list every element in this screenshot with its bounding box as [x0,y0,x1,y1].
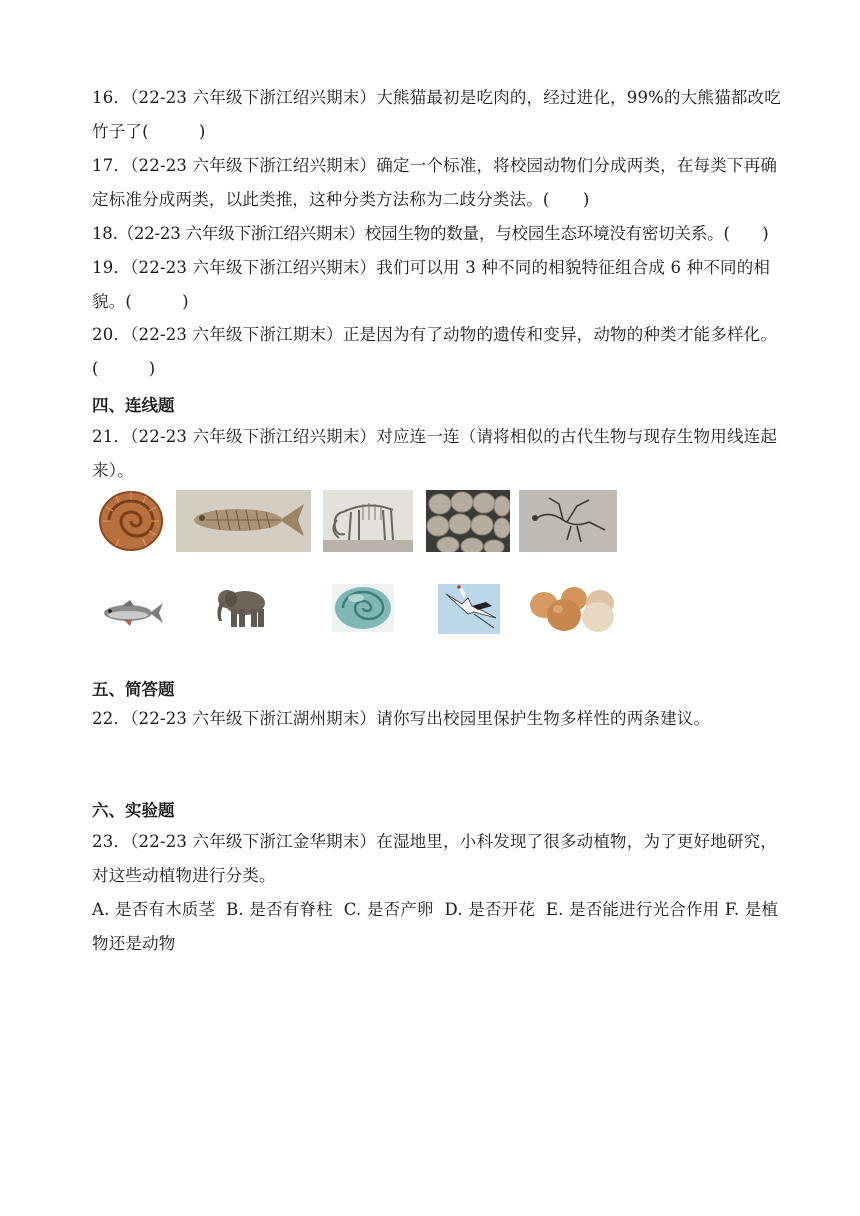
question-18 [92,217,792,251]
ammonite-fossil-image[interactable] [98,490,164,552]
fish-image[interactable] [100,598,164,628]
question-23-text: 23．（22-23 六年级下浙江金华期末）在湿地里，小科发现了很多动植物，为了更好地研究，对这些动植物进行分类。 [92,832,778,885]
mammoth-skeleton-image[interactable] [323,490,413,552]
section-heading-experiment: 六、实验题 [92,801,175,820]
question-17-text: 17．（22-23 六年级下浙江绍兴期末）确定一个标准，将校园动物们分成两类，在每类下再确定标准分成两类，以此类推，这种分类方法称为二歧分类法。( ) [92,156,778,209]
snail-shell-image[interactable] [332,584,394,632]
question-16 [92,81,782,149]
section-heading-matching: 四、连线题 [92,396,175,415]
question-16-text: 16．（22-23 六年级下浙江绍兴期末）大熊猫最初是吃肉的，经过进化，99%的大熊猫都改吃竹子了( ) [92,88,781,141]
question-21 [92,420,782,488]
question-22-text: 22．（22-23 六年级下浙江湖州期末）请你写出校园里保护生物多样性的两条建议。 [92,709,711,728]
question-23-options [92,893,782,961]
eggs-image[interactable] [526,585,622,633]
question-20 [92,318,782,386]
question-21-text: 21．（22-23 六年级下浙江绍兴期末）对应连一连（请将相似的古代生物与现存生物用线连起来）。 [92,427,778,480]
question-22 [92,702,782,736]
question-23-options-text: A. 是否有木质茎 B. 是否有脊柱 C. 是否产卵 D. 是否开花 E. 是否能进行光合作用 F. 是植物还是动物 [92,900,779,953]
question-19-text: 19．（22-23 六年级下浙江绍兴期末）我们可以用 3 种不同的相貌特征组合成 6 种不同的相貌。( ) [92,258,771,311]
question-19 [92,251,782,319]
question-20-text: 20．（22-23 六年级下浙江期末）正是因为有了动物的遗传和变异，动物的种类才能多样化。( ) [92,325,778,378]
elephant-image[interactable] [213,585,271,629]
crane-image[interactable] [438,584,500,634]
section-heading-short-answer: 五、简答题 [92,680,175,699]
bird-fossil-image[interactable] [519,490,617,552]
question-17 [92,149,782,217]
fish-fossil-image[interactable] [176,490,311,552]
question-23 [92,825,782,893]
dinosaur-eggs-fossil-image[interactable] [426,490,510,552]
question-18-text: 18.（22-23 六年级下浙江绍兴期末）校园生物的数量，与校园生态环境没有密切关系。( ) [92,224,769,243]
